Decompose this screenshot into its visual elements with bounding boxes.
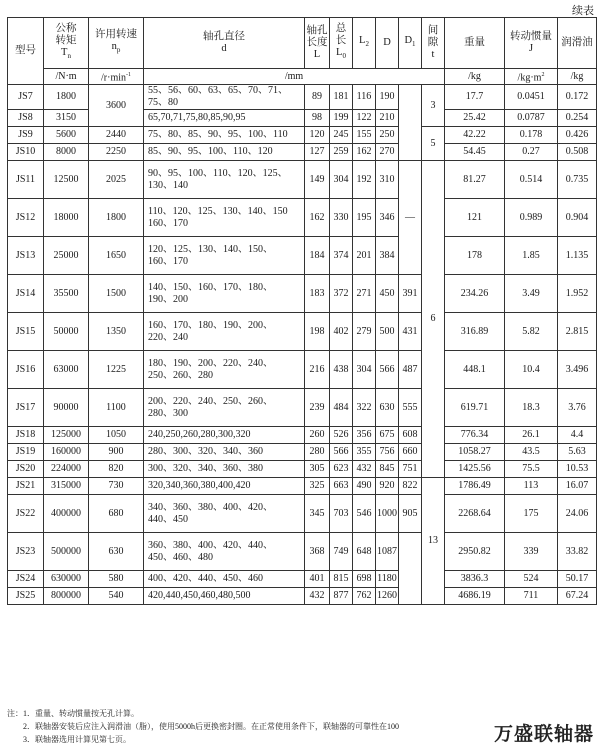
- table-row: [8, 237, 597, 275]
- cell-hub-length: 345: [305, 495, 330, 533]
- cell-hub-length: 183: [305, 275, 330, 313]
- cell-hub-length: 239: [305, 389, 330, 427]
- table-row: [8, 199, 597, 237]
- cell-weight: 121: [445, 199, 505, 237]
- cell-total-length: 526: [330, 427, 353, 444]
- cell-hub-length: 325: [305, 478, 330, 495]
- cell-speed: 2250: [89, 144, 144, 161]
- cell-grease: 0.508: [558, 144, 597, 161]
- cell-hub-length: 401: [305, 571, 330, 588]
- cell-total-length: 749: [330, 533, 353, 571]
- cell-bore: 420,440,450,460,480,500: [144, 588, 305, 605]
- cell-bore: 340、360、380、400、420、 440、450: [144, 495, 305, 533]
- cell-model: JS23: [8, 533, 44, 571]
- cell-l2: 304: [353, 351, 376, 389]
- cell-d: 1000: [376, 495, 399, 533]
- cell-weight: 1058.27: [445, 444, 505, 461]
- cell-inertia: 0.178: [505, 127, 558, 144]
- cell-l2: 490: [353, 478, 376, 495]
- cell-weight: 3836.3: [445, 571, 505, 588]
- cell-total-length: 438: [330, 351, 353, 389]
- cell-grease: 4.4: [558, 427, 597, 444]
- cell-model: JS22: [8, 495, 44, 533]
- cell-bore: 300、320、340、360、380: [144, 461, 305, 478]
- cell-hub-length: 368: [305, 533, 330, 571]
- cell-weight: 17.7: [445, 85, 505, 110]
- cell-d: 500: [376, 313, 399, 351]
- cell-weight: 776.34: [445, 427, 505, 444]
- cell-l2: 122: [353, 110, 376, 127]
- cell-speed: 540: [89, 588, 144, 605]
- cell-d: 384: [376, 237, 399, 275]
- header-torque: 公称 转矩 $T_n$: [44, 18, 89, 69]
- header-grease: 润滑油: [558, 18, 597, 69]
- cell-model: JS16: [8, 351, 44, 389]
- cell-weight: 619.71: [445, 389, 505, 427]
- cell-l2: 162: [353, 144, 376, 161]
- cell-model: JS8: [8, 110, 44, 127]
- cell-l2: 279: [353, 313, 376, 351]
- cell-total-length: 259: [330, 144, 353, 161]
- cell-d1: 822: [399, 478, 422, 495]
- cell-hub-length: 432: [305, 588, 330, 605]
- cell-l2: 356: [353, 427, 376, 444]
- cell-hub-length: 260: [305, 427, 330, 444]
- cell-d: 756: [376, 444, 399, 461]
- cell-weight: 234.26: [445, 275, 505, 313]
- cell-torque: 50000: [44, 313, 89, 351]
- cell-total-length: 877: [330, 588, 353, 605]
- cell-d1: 905: [399, 495, 422, 533]
- cell-d: 346: [376, 199, 399, 237]
- cell-inertia: 0.0451: [505, 85, 558, 110]
- cell-bore: 180、190、200、220、240、 250、260、280: [144, 351, 305, 389]
- cell-l2: 648: [353, 533, 376, 571]
- cell-model: JS7: [8, 85, 44, 110]
- table-row: [8, 478, 597, 495]
- cell-d1-dash: —: [399, 161, 422, 275]
- cell-d1-empty: [399, 85, 422, 161]
- cell-speed: 820: [89, 461, 144, 478]
- cell-model: JS11: [8, 161, 44, 199]
- cell-model: JS20: [8, 461, 44, 478]
- cell-d: 1087: [376, 533, 399, 571]
- coupling-spec-table: [7, 17, 597, 605]
- cell-hub-length: 120: [305, 127, 330, 144]
- header-bore: 轴孔直径 d: [144, 18, 305, 69]
- cell-torque: 315000: [44, 478, 89, 495]
- cell-hub-length: 184: [305, 237, 330, 275]
- cell-l2: 201: [353, 237, 376, 275]
- table-row: [8, 275, 597, 313]
- cell-model: JS14: [8, 275, 44, 313]
- cell-weight: 81.27: [445, 161, 505, 199]
- cell-d: 920: [376, 478, 399, 495]
- cell-inertia: 0.27: [505, 144, 558, 161]
- cell-bore: 400、420、440、450、460: [144, 571, 305, 588]
- cell-speed: 1050: [89, 427, 144, 444]
- unit-grease: /kg: [558, 69, 597, 85]
- cell-torque: 125000: [44, 427, 89, 444]
- cell-d: 630: [376, 389, 399, 427]
- cell-torque: 12500: [44, 161, 89, 199]
- cell-gap: 3: [422, 85, 445, 127]
- cell-l2: 155: [353, 127, 376, 144]
- cell-gap: 5: [422, 127, 445, 161]
- table-row: [8, 161, 597, 199]
- cell-grease: 0.904: [558, 199, 597, 237]
- unit-torque: /N·m: [44, 69, 89, 85]
- cell-grease: 2.815: [558, 313, 597, 351]
- cell-d: 450: [376, 275, 399, 313]
- cell-d: 566: [376, 351, 399, 389]
- cell-speed: 2440: [89, 127, 144, 144]
- cell-inertia: 175: [505, 495, 558, 533]
- cell-speed: 1350: [89, 313, 144, 351]
- cell-model: JS15: [8, 313, 44, 351]
- cell-weight: 1786.49: [445, 478, 505, 495]
- note-2: 2．联轴器安装后应注入润滑油（脂），使用5000h后更换密封圈。在正常使用条件下，联轴器的可靠性在100: [23, 722, 399, 731]
- cell-bore: 65,70,71,75,80,85,90,95: [144, 110, 305, 127]
- cell-grease: 33.82: [558, 533, 597, 571]
- cell-total-length: 484: [330, 389, 353, 427]
- table-row: [8, 495, 597, 533]
- cell-total-length: 374: [330, 237, 353, 275]
- header-gap: 间隙 t: [422, 18, 445, 69]
- cell-weight: 2268.64: [445, 495, 505, 533]
- table-row: [8, 351, 597, 389]
- cell-model: JS18: [8, 427, 44, 444]
- unit-speed: $/r\cdot\min^{-1}$: [89, 69, 144, 85]
- cell-grease: 16.07: [558, 478, 597, 495]
- cell-weight: 1425.56: [445, 461, 505, 478]
- cell-bore: 75、80、85、90、95、100、110: [144, 127, 305, 144]
- cell-d: 190: [376, 85, 399, 110]
- cell-hub-length: 305: [305, 461, 330, 478]
- cell-torque: 400000: [44, 495, 89, 533]
- cell-d: 1260: [376, 588, 399, 605]
- cell-weight: 54.45: [445, 144, 505, 161]
- header-d: D: [376, 18, 399, 69]
- note-1: 注：1．重量、转动惯量按无孔计算。: [7, 709, 139, 718]
- cell-model: JS10: [8, 144, 44, 161]
- cell-model: JS24: [8, 571, 44, 588]
- header-model: 型号: [8, 18, 44, 85]
- cell-torque: 224000: [44, 461, 89, 478]
- cell-torque: 18000: [44, 199, 89, 237]
- cell-weight: 2950.82: [445, 533, 505, 571]
- table-row: [8, 461, 597, 478]
- cell-total-length: 330: [330, 199, 353, 237]
- cell-torque: 90000: [44, 389, 89, 427]
- cell-grease: 3.76: [558, 389, 597, 427]
- cell-d: 210: [376, 110, 399, 127]
- unit-weight: /kg: [445, 69, 505, 85]
- cell-speed: 630: [89, 533, 144, 571]
- cell-torque: 3150: [44, 110, 89, 127]
- cell-grease: 24.06: [558, 495, 597, 533]
- cell-speed: 580: [89, 571, 144, 588]
- cell-grease: 0.735: [558, 161, 597, 199]
- cell-bore: 320,340,360,380,400,420: [144, 478, 305, 495]
- cell-torque: 25000: [44, 237, 89, 275]
- cell-inertia: 26.1: [505, 427, 558, 444]
- cell-grease: 50.17: [558, 571, 597, 588]
- cell-inertia: 0.989: [505, 199, 558, 237]
- cell-speed: 1500: [89, 275, 144, 313]
- header-weight: 重量: [445, 18, 505, 69]
- cell-l2: 432: [353, 461, 376, 478]
- cell-total-length: 245: [330, 127, 353, 144]
- note-3: 3．联轴器选用计算见第七页。: [23, 735, 131, 744]
- cell-speed: 1100: [89, 389, 144, 427]
- cell-torque: 800000: [44, 588, 89, 605]
- cell-weight: 42.22: [445, 127, 505, 144]
- cell-total-length: 566: [330, 444, 353, 461]
- cell-grease: 10.53: [558, 461, 597, 478]
- cell-hub-length: 149: [305, 161, 330, 199]
- cell-l2: 762: [353, 588, 376, 605]
- cell-inertia: 43.5: [505, 444, 558, 461]
- cell-model: JS19: [8, 444, 44, 461]
- cell-speed: 900: [89, 444, 144, 461]
- cell-inertia: 5.82: [505, 313, 558, 351]
- unit-inertia: $/kg\cdot m^2$: [505, 69, 558, 85]
- cell-d: 310: [376, 161, 399, 199]
- cell-hub-length: 216: [305, 351, 330, 389]
- cell-inertia: 711: [505, 588, 558, 605]
- cell-bore: 360、380、400、420、440、 450、460、480: [144, 533, 305, 571]
- cell-d1: 487: [399, 351, 422, 389]
- header-l2: $L_2$: [353, 18, 376, 69]
- table-row: [8, 389, 597, 427]
- cell-weight: 448.1: [445, 351, 505, 389]
- cell-torque: 35500: [44, 275, 89, 313]
- cell-d1: 391: [399, 275, 422, 313]
- cell-inertia: 113: [505, 478, 558, 495]
- cell-d1: 555: [399, 389, 422, 427]
- cell-total-length: 402: [330, 313, 353, 351]
- cell-inertia: 75.5: [505, 461, 558, 478]
- cell-grease: 1.135: [558, 237, 597, 275]
- cell-bore: 120、125、130、140、150、 160、170: [144, 237, 305, 275]
- cell-d: 675: [376, 427, 399, 444]
- table-row: [8, 533, 597, 571]
- cell-bore: 160、170、180、190、200、 220、240: [144, 313, 305, 351]
- cell-l2: 322: [353, 389, 376, 427]
- header-hub-length: 轴孔 长度 L: [305, 18, 330, 69]
- cell-inertia: 18.3: [505, 389, 558, 427]
- cell-grease: 5.63: [558, 444, 597, 461]
- cell-gap: 13: [422, 478, 445, 605]
- cell-speed: 680: [89, 495, 144, 533]
- cell-grease: 3.496: [558, 351, 597, 389]
- cell-speed-merged: 3600: [89, 85, 144, 127]
- table-row: [8, 571, 597, 588]
- cell-total-length: 815: [330, 571, 353, 588]
- cell-bore: 140、150、160、170、180、 190、200: [144, 275, 305, 313]
- cell-speed: 1800: [89, 199, 144, 237]
- cell-total-length: 304: [330, 161, 353, 199]
- cell-l2: 271: [353, 275, 376, 313]
- table-row: [8, 427, 597, 444]
- cell-torque: 5600: [44, 127, 89, 144]
- table-row: [8, 444, 597, 461]
- cell-l2: 546: [353, 495, 376, 533]
- cell-d: 250: [376, 127, 399, 144]
- cell-speed: 1225: [89, 351, 144, 389]
- cell-inertia: 1.85: [505, 237, 558, 275]
- cell-hub-length: 127: [305, 144, 330, 161]
- cell-weight: 316.89: [445, 313, 505, 351]
- cell-bore: 90、95、100、110、120、125、 130、140: [144, 161, 305, 199]
- header-inertia: 转动惯量 J: [505, 18, 558, 69]
- table-row: [8, 127, 597, 144]
- cell-inertia: 339: [505, 533, 558, 571]
- table-row: [8, 313, 597, 351]
- cell-d1: 660: [399, 444, 422, 461]
- cell-d1: 751: [399, 461, 422, 478]
- cell-d1: 608: [399, 427, 422, 444]
- cell-torque: 63000: [44, 351, 89, 389]
- cell-total-length: 703: [330, 495, 353, 533]
- header-total-length: 总长 $L_0$: [330, 18, 353, 69]
- cell-torque: 500000: [44, 533, 89, 571]
- cell-inertia: 10.4: [505, 351, 558, 389]
- cell-torque: 630000: [44, 571, 89, 588]
- cell-gap: 6: [422, 161, 445, 478]
- cell-total-length: 181: [330, 85, 353, 110]
- cell-l2: 116: [353, 85, 376, 110]
- cell-d: 270: [376, 144, 399, 161]
- cell-d1: 431: [399, 313, 422, 351]
- cell-model: JS13: [8, 237, 44, 275]
- cell-hub-length: 280: [305, 444, 330, 461]
- unit-mm: /mm: [144, 69, 445, 85]
- cell-model: JS21: [8, 478, 44, 495]
- cell-inertia: 524: [505, 571, 558, 588]
- cell-weight: 4686.19: [445, 588, 505, 605]
- cell-inertia: 3.49: [505, 275, 558, 313]
- footnotes: [7, 707, 487, 746]
- cell-grease: 0.426: [558, 127, 597, 144]
- cell-weight: 25.42: [445, 110, 505, 127]
- cell-bore: 240,250,260,280,300,320: [144, 427, 305, 444]
- cell-d1-empty: [399, 533, 422, 605]
- header-speed: 许用转速 $n_p$: [89, 18, 144, 69]
- cell-bore: 110、120、125、130、140、150 160、170: [144, 199, 305, 237]
- cell-model: JS12: [8, 199, 44, 237]
- table-row: [8, 144, 597, 161]
- cell-grease: 1.952: [558, 275, 597, 313]
- cell-total-length: 663: [330, 478, 353, 495]
- cell-inertia: 0.0787: [505, 110, 558, 127]
- cell-speed: 2025: [89, 161, 144, 199]
- cell-total-length: 372: [330, 275, 353, 313]
- table-row: [8, 588, 597, 605]
- table-row: [8, 85, 597, 110]
- cell-hub-length: 162: [305, 199, 330, 237]
- cell-torque: 8000: [44, 144, 89, 161]
- cell-weight: 178: [445, 237, 505, 275]
- cell-speed: 1650: [89, 237, 144, 275]
- brand-watermark: 万盛联轴器: [493, 723, 594, 745]
- cell-bore: 200、220、240、250、260、 280、300: [144, 389, 305, 427]
- cell-l2: 195: [353, 199, 376, 237]
- cell-model: JS25: [8, 588, 44, 605]
- cell-bore: 280、300、320、340、360: [144, 444, 305, 461]
- cell-bore: 85、90、95、100、110、120: [144, 144, 305, 161]
- cell-model: JS9: [8, 127, 44, 144]
- cell-inertia: 0.514: [505, 161, 558, 199]
- cell-d: 845: [376, 461, 399, 478]
- continued-label: 续表: [572, 5, 594, 17]
- cell-grease: 0.254: [558, 110, 597, 127]
- cell-speed: 730: [89, 478, 144, 495]
- cell-hub-length: 98: [305, 110, 330, 127]
- cell-total-length: 199: [330, 110, 353, 127]
- cell-l2: 192: [353, 161, 376, 199]
- cell-l2: 355: [353, 444, 376, 461]
- header-d1: $D_1$: [399, 18, 422, 69]
- cell-l2: 698: [353, 571, 376, 588]
- cell-total-length: 623: [330, 461, 353, 478]
- cell-model: JS17: [8, 389, 44, 427]
- cell-grease: 0.172: [558, 85, 597, 110]
- cell-torque: 160000: [44, 444, 89, 461]
- cell-d: 1180: [376, 571, 399, 588]
- cell-grease: 67.24: [558, 588, 597, 605]
- cell-bore: 55、56、60、63、65、70、71、 75、80: [144, 85, 305, 110]
- cell-hub-length: 198: [305, 313, 330, 351]
- cell-torque: 1800: [44, 85, 89, 110]
- cell-hub-length: 89: [305, 85, 330, 110]
